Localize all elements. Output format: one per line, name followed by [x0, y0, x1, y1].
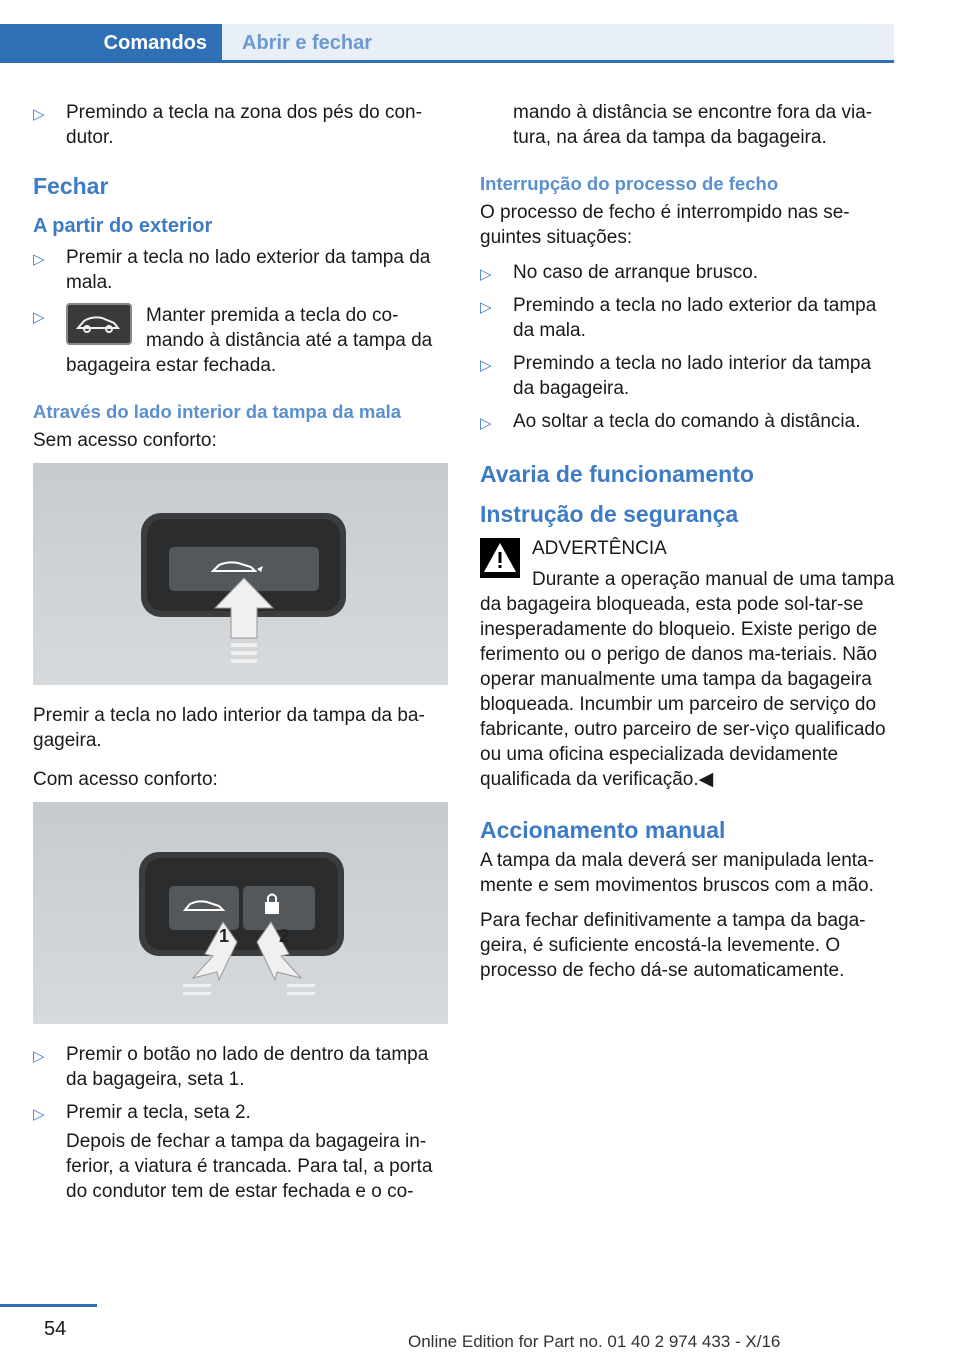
triangle-right-icon: ▷ [33, 106, 45, 123]
paragraph: Para fechar definitivamente a tampa da baga‐geira, é suficiente encostá-la levemente. O processo de fecho dá-se automaticamente. [480, 910, 866, 981]
paragraph: Com acesso conforto: [33, 769, 218, 790]
bullet-text: Premir a tecla no lado exterior da tampa da mala. [66, 247, 431, 293]
warning-title: ADVERTÊNCIA [532, 538, 667, 559]
tab-abrir-e-fechar[interactable]: Abrir e fechar [222, 24, 894, 62]
heading-interrupcao: Interrupção do processo de fecho [480, 173, 779, 194]
heading-fechar: Fechar [33, 173, 109, 199]
tailgate-two-buttons-photo [33, 802, 448, 1024]
list-item [480, 351, 895, 401]
paragraph: A tampa da mala deverá ser manipulada lenta‐mente e sem movimentos bruscos com a mão. [480, 850, 874, 896]
left-column [33, 100, 448, 1214]
page-number: 54 [44, 1318, 67, 1340]
footer-rule [0, 1304, 97, 1307]
list-item [480, 260, 895, 285]
heading-interior: Através do lado interior da tampa da mala [33, 401, 402, 422]
triangle-right-icon: ▷ [33, 1048, 45, 1065]
page-header [0, 0, 960, 64]
triangle-right-icon: ▷ [480, 415, 492, 432]
tailgate-button-photo [33, 463, 448, 685]
paragraph: Depois de fechar a tampa da bagageira in‐ferior, a viatura é trancada. Para tal, a porta do condutor tem de estar fechada e o co‐ [66, 1131, 433, 1202]
bullet-text: Premindo a tecla na zona dos pés do con‐dutor. [66, 102, 422, 148]
list-item [33, 1100, 448, 1125]
triangle-right-icon: ▷ [480, 299, 492, 316]
list-item [33, 1042, 448, 1092]
paragraph: O processo de fecho é interrompido nas se‐guintes situações: [480, 202, 850, 248]
warning-text: Durante a operação manual de uma tampa da bagageira bloqueada, esta pode sol‐tar-se inesperadamente do bloqueio. Existe perigo de ferimento ou o perigo de danos ma‐teriais. Não operar manualmente uma tampa da bagageira bloqueada. Incumbir um parceiro de serviço do fabricante, outro parceiro de ser‐viço qualificado ou uma oficina especializada devidamente qualificada da verificação.◀ [480, 569, 895, 790]
list-item [33, 303, 448, 378]
heading-exterior: A partir do exterior [33, 215, 213, 237]
car-trunk-icon [66, 303, 132, 345]
triangle-right-icon: ▷ [33, 1106, 45, 1123]
list-item [33, 245, 448, 295]
warning-block [480, 536, 895, 792]
paragraph: Sem acesso conforto: [33, 430, 217, 451]
list-item [33, 100, 448, 150]
paragraph: Premir a tecla no lado interior da tampa da ba‐gageira. [33, 705, 425, 751]
triangle-right-icon: ▷ [33, 251, 45, 268]
heading-manual: Accionamento manual [480, 817, 726, 843]
list-item [480, 409, 895, 434]
bullet-text: Premindo a tecla no lado exterior da tampa da mala. [513, 295, 877, 341]
bullet-text: Ao soltar a tecla do comando à distância. [513, 411, 861, 432]
edition-note: Online Edition for Part no. 01 40 2 974 433 - X/16 [408, 1332, 781, 1351]
heading-avaria: Avaria de funcionamento [480, 461, 754, 487]
tab-comandos[interactable]: Comandos [0, 24, 222, 62]
triangle-right-icon: ▷ [480, 266, 492, 283]
bullet-text: Premir a tecla, seta 2. [66, 1102, 251, 1123]
arrow-label-2: 2 [279, 926, 290, 946]
warning-triangle-icon [480, 538, 520, 578]
heading-seguranca: Instrução de segurança [480, 501, 739, 527]
paragraph: mando à distância se encontre fora da via‐tura, na área da tampa da bagageira. [513, 102, 873, 148]
bullet-text: No caso de arranque brusco. [513, 262, 759, 283]
bullet-text: Premindo a tecla no lado interior da tampa da bagageira. [513, 353, 872, 399]
triangle-right-icon: ▷ [480, 357, 492, 374]
bullet-text: Premir o botão no lado de dentro da tampa da bagageira, seta 1. [66, 1044, 429, 1090]
triangle-right-icon: ▷ [33, 309, 45, 326]
bullet-text: Manter premida a tecla do co‐mando à distância até a tampa da bagageira estar fechada. [66, 305, 433, 376]
right-column [480, 100, 895, 993]
header-rule [0, 60, 894, 63]
list-item [480, 293, 895, 343]
arrow-label-1: 1 [219, 926, 230, 946]
